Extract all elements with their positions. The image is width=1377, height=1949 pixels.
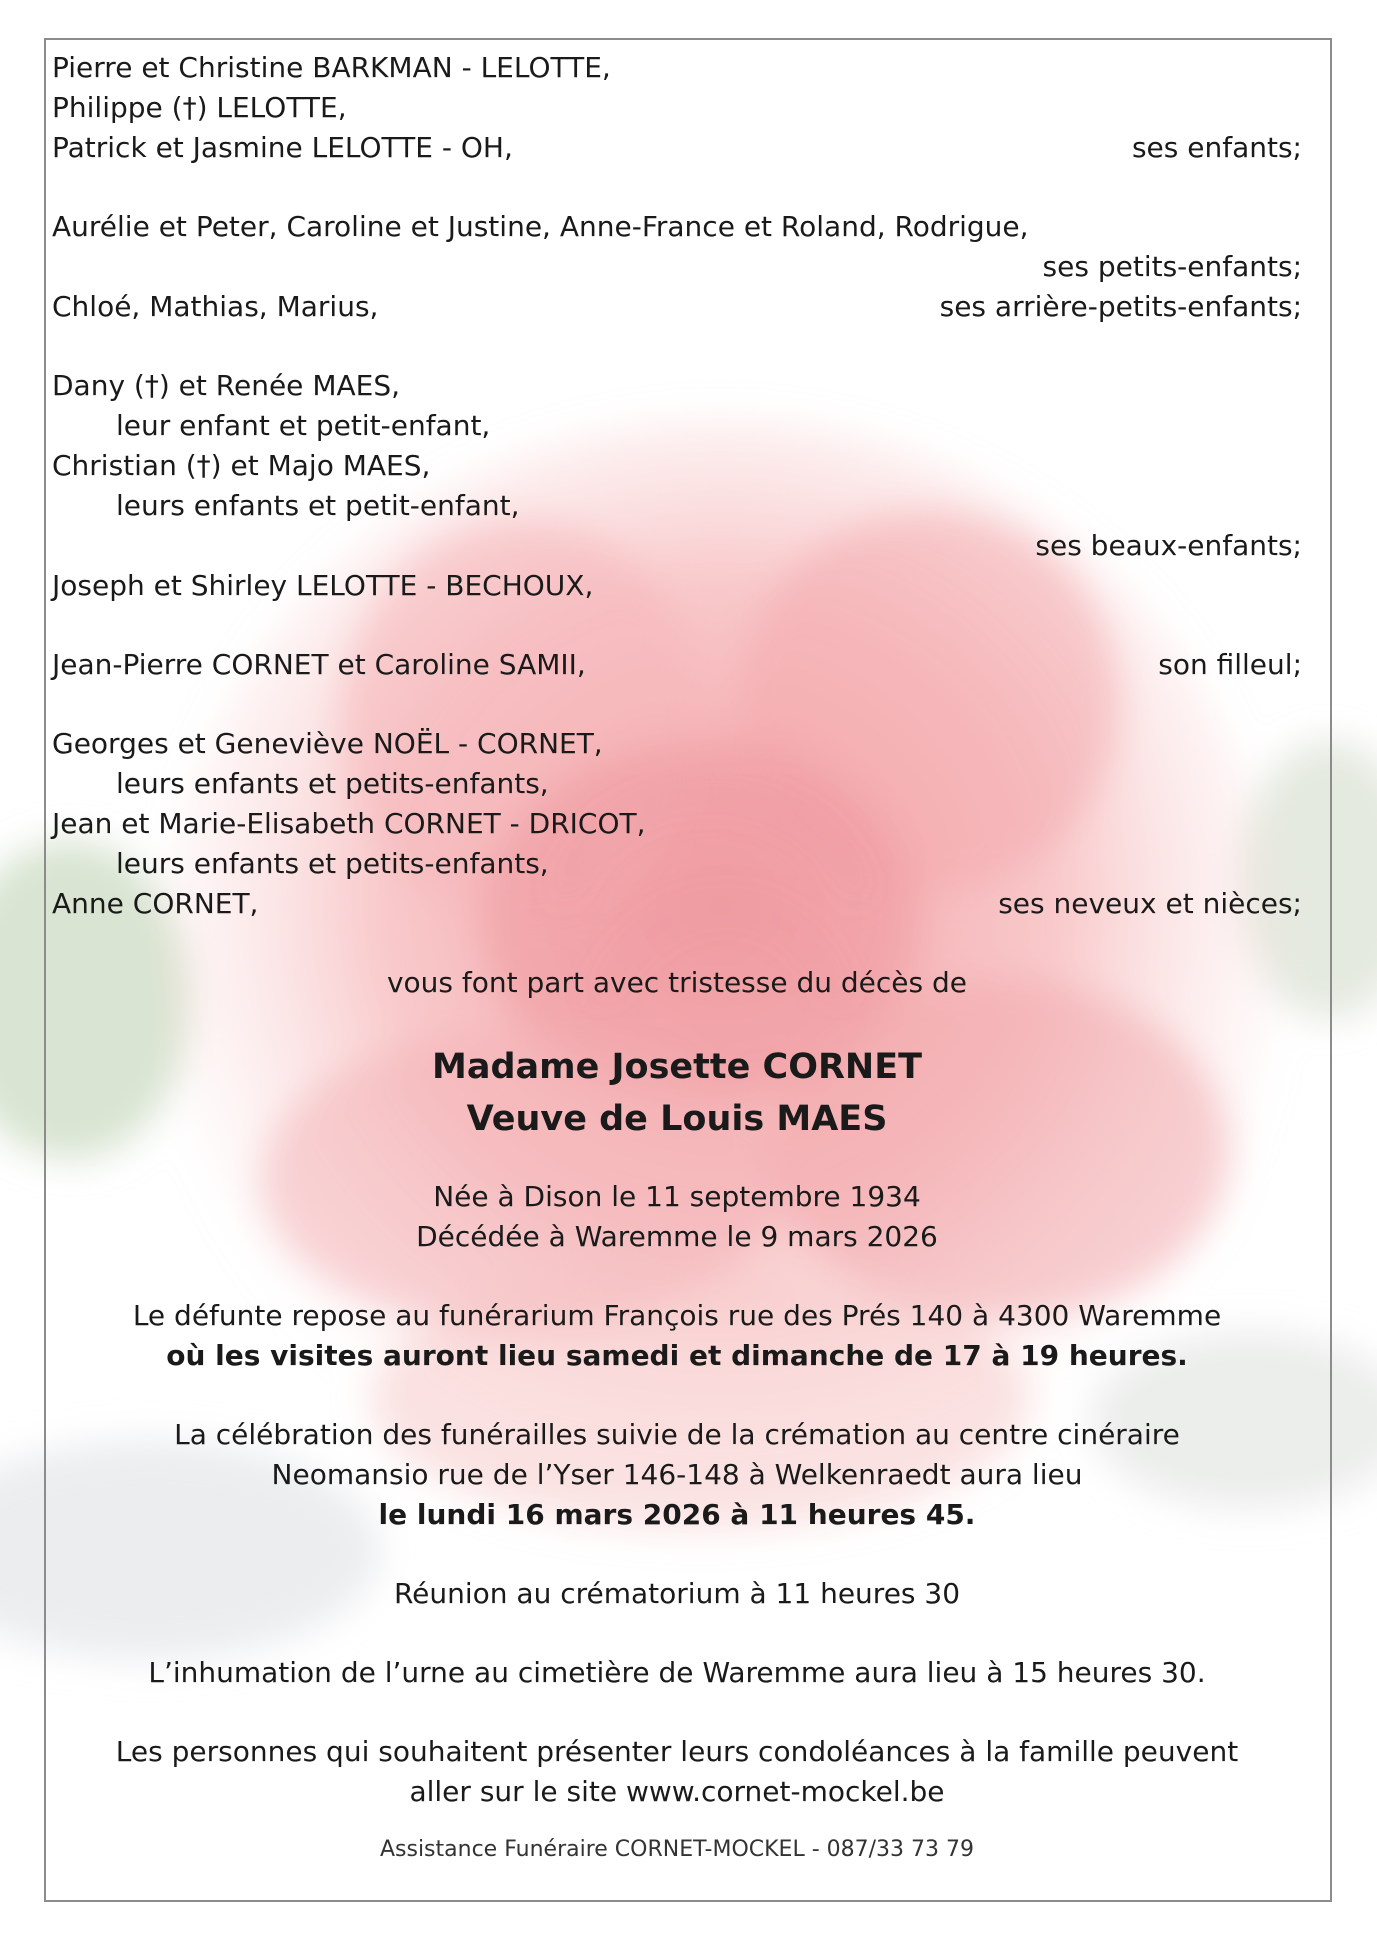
children-line-1 (52, 48, 1302, 88)
family-member: Dany (†) et Renée MAES, (52, 369, 400, 402)
nephew-line (52, 804, 1302, 844)
funeral-home-footer: Assistance Funéraire CORNET-MOCKEL - 087/33 73 79 (379, 1837, 975, 1862)
inlaw-line (52, 566, 1302, 606)
burial-info: L’inhumation de l’urne au cimetière de Waremme aura lieu à 15 heures 30. (148, 1656, 1206, 1689)
family-member: Joseph et Shirley LELOTTE - BECHOUX, (52, 569, 594, 602)
family-member: Georges et Geneviève NOËL - CORNET, (52, 727, 603, 760)
birth-info: Née à Dison le 11 septembre 1934 (433, 1180, 921, 1213)
family-member: leurs enfants et petit-enfant, (116, 489, 520, 522)
family-member: leurs enfants et petits-enfants, (116, 847, 549, 880)
family-member: Jean-Pierre CORNET et Caroline SAMII, (52, 648, 586, 681)
family-member: Patrick et Jasmine LELOTTE - OH, (52, 131, 513, 164)
visits-times: où les visites auront lieu samedi et dimanche de 17 à 19 heures. (166, 1339, 1188, 1372)
family-member: Aurélie et Peter, Caroline et Justine, Anne-France et Roland, Rodrigue, (52, 210, 1029, 243)
godson-line (52, 645, 1302, 685)
inlaws-role-line (52, 526, 1302, 566)
family-member: leur enfant et petit-enfant, (116, 409, 491, 442)
nephew-sub-line (52, 764, 1302, 804)
family-member: Philippe (†) LELOTTE, (52, 91, 347, 124)
condolences-line: Les personnes qui souhaitent présenter leurs condoléances à la famille peuvent (115, 1735, 1239, 1768)
deceased-name: Madame Josette CORNET (432, 1047, 922, 1087)
relation-label: ses beaux-enfants; (1035, 529, 1302, 562)
family-member: Anne CORNET, (52, 887, 259, 920)
great-grandchildren-line (52, 287, 1302, 327)
relation-label: ses petits-enfants; (1042, 250, 1302, 283)
ceremony-line: Neomansio rue de l’Yser 146-148 à Welkenraedt aura lieu (271, 1458, 1083, 1491)
children-line-3 (52, 128, 1302, 168)
obituary-text (52, 48, 1302, 1870)
death-info: Décédée à Waremme le 9 mars 2026 (416, 1220, 938, 1253)
ceremony-date: le lundi 16 mars 2026 à 11 heures 45. (378, 1498, 976, 1531)
inlaw-line (52, 366, 1302, 406)
relation-label: ses neveux et nièces; (998, 887, 1302, 920)
family-member: Christian (†) et Majo MAES, (52, 449, 431, 482)
family-member: Chloé, Mathias, Marius, (52, 290, 379, 323)
inlaw-sub-line (52, 486, 1302, 526)
nephew-line (52, 884, 1302, 924)
widow-of: Veuve de Louis MAES (466, 1099, 888, 1139)
relation-label: ses enfants; (1131, 131, 1302, 164)
children-line-2 (52, 88, 1302, 128)
nephew-line (52, 724, 1302, 764)
meeting-info: Réunion au crématorium à 11 heures 30 (393, 1577, 961, 1610)
condolences-link[interactable]: aller sur le site www.cornet-mockel.be (409, 1775, 945, 1808)
inlaw-line (52, 446, 1302, 486)
relation-label: ses arrière-petits-enfants; (939, 290, 1302, 323)
nephew-sub-line (52, 844, 1302, 884)
inlaw-sub-line (52, 406, 1302, 446)
family-member: Pierre et Christine BARKMAN - LELOTTE, (52, 51, 611, 84)
grandchildren-line (52, 207, 1302, 247)
ceremony-line: La célébration des funérailles suivie de la crémation au centre cinéraire (174, 1418, 1180, 1451)
announcement: vous font part avec tristesse du décès de (386, 966, 967, 999)
visits-location: Le défunte repose au funérarium François rue des Prés 140 à 4300 Waremme (132, 1299, 1222, 1332)
grandchildren-role-line (52, 247, 1302, 287)
family-member: Jean et Marie-Elisabeth CORNET - DRICOT, (52, 807, 646, 840)
relation-label: son filleul; (1158, 648, 1302, 681)
family-member: leurs enfants et petits-enfants, (116, 767, 549, 800)
